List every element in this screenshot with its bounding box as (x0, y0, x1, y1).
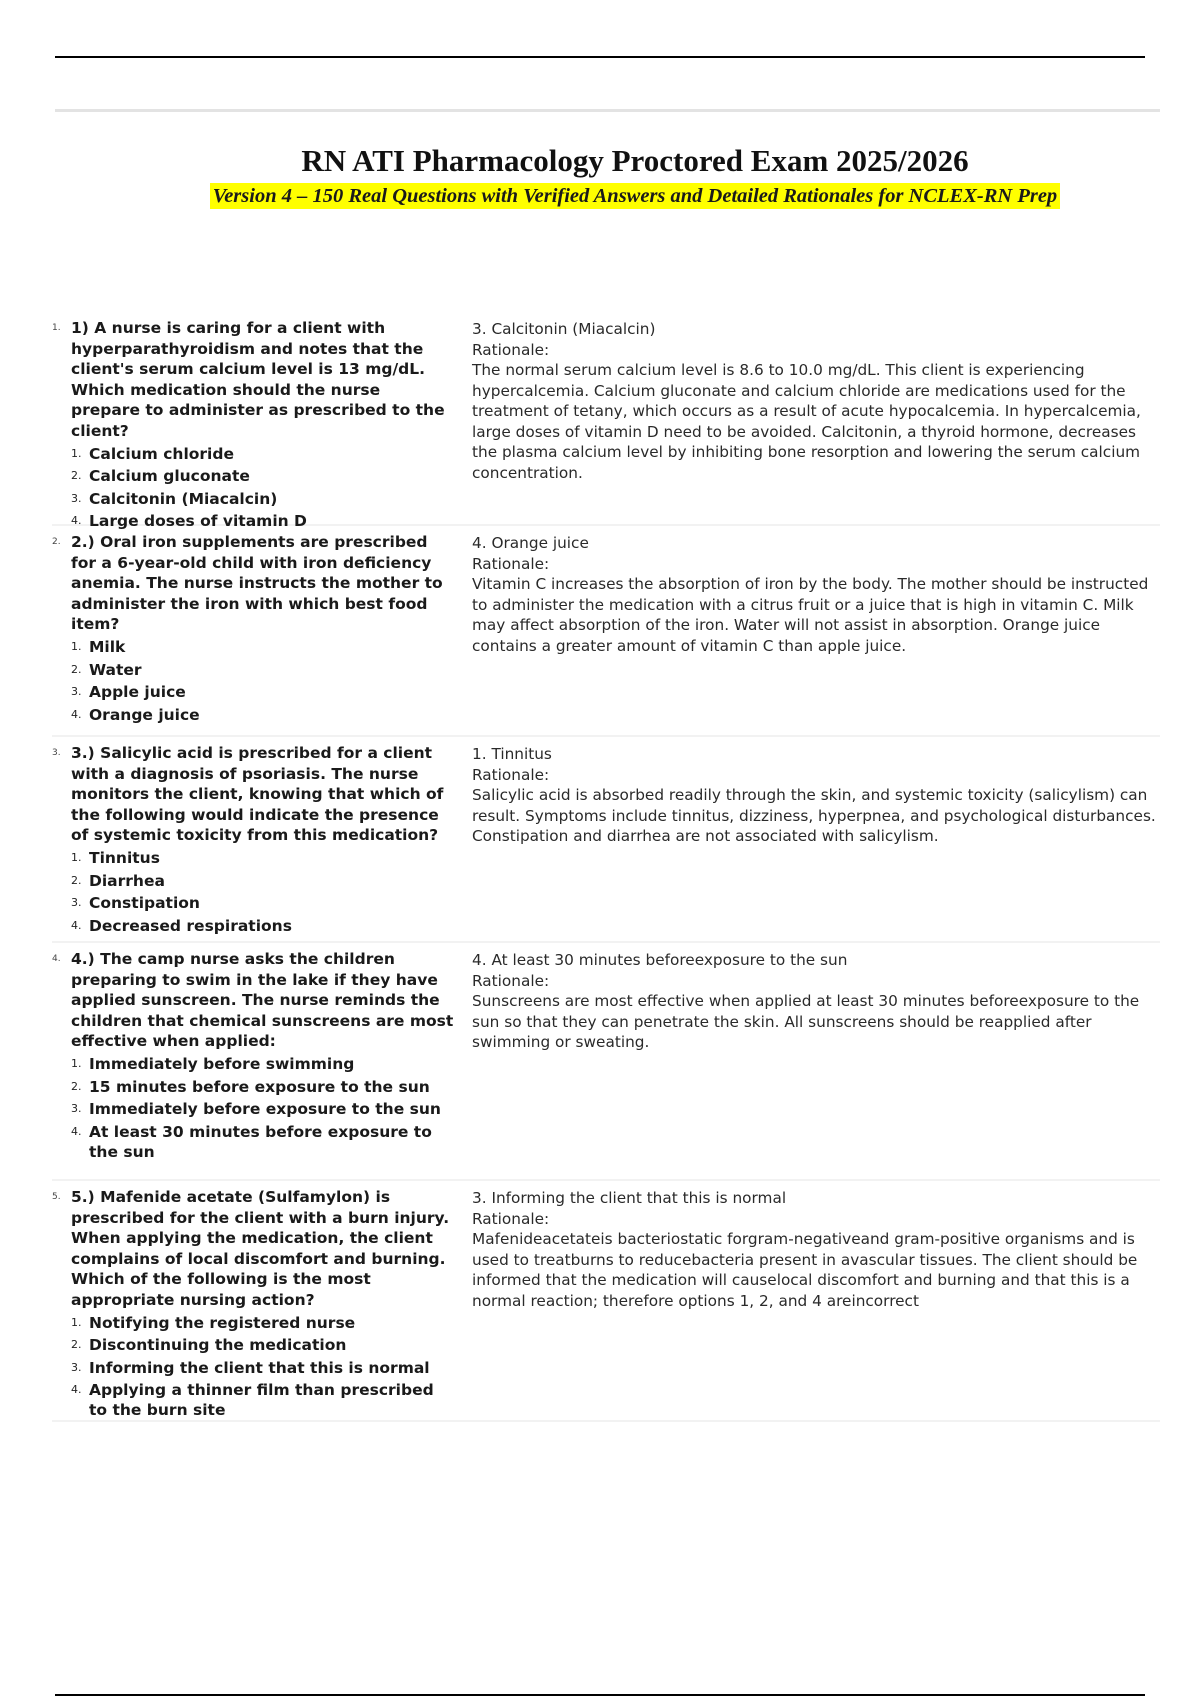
option-text: Large doses of vitamin D (89, 512, 307, 530)
option-4 (71, 916, 454, 936)
option-2 (71, 1077, 454, 1097)
answer-cell (472, 532, 1160, 735)
title-block (0, 142, 1200, 209)
option-number: 3. (71, 491, 82, 505)
option-number: 2. (71, 469, 82, 482)
option-2 (71, 466, 454, 486)
answer-text: 4. At least 30 minutes beforeexposure to the sun (472, 951, 848, 969)
question-number: 2. (52, 537, 61, 547)
option-text: Apple juice (89, 683, 186, 701)
question-number: 1. (52, 323, 61, 333)
option-2 (71, 660, 454, 680)
option-text: Calcitonin (Miacalcin) (89, 489, 278, 508)
question-text: 5.) Mafenide acetate (Sulfamylon) is prescribed for the client with a burn injury. When applying the medication, the client complains of local discomfort and burning. Which of the following is the most appropriate nursing action? (71, 1188, 450, 1309)
option-1 (71, 637, 454, 657)
answer-text: 3. Informing the client that this is normal (472, 1189, 787, 1207)
option-text: Tinnitus (89, 849, 160, 867)
rationale-label: Rationale: (472, 554, 550, 573)
answer-text: 3. Calcitonin (Miacalcin) (472, 320, 656, 338)
answer-cell (472, 949, 1160, 1179)
option-1 (71, 1313, 454, 1333)
option-number: 1. (71, 640, 82, 653)
rationale-text: Mafenideacetateis bacteriostatic forgram-negativeand gram-positive organisms and is used to treatburns to reducebacteria present in avascular tissues. The client should be informed that the medication will causelocal discomfort and burning and that this is a normal reaction; therefore options 1, 2, and 4 areincorrect (472, 1230, 1138, 1310)
option-text: Immediately before exposure to the sun (89, 1100, 441, 1118)
option-text: Discontinuing the medication (89, 1336, 347, 1354)
answer-cell (472, 743, 1160, 941)
question-row-4 (52, 943, 1160, 1181)
question-cell (52, 949, 472, 1179)
option-number: 1. (71, 1057, 82, 1070)
option-number: 3. (71, 1360, 82, 1374)
option-number: 3. (71, 685, 82, 698)
option-3 (71, 489, 454, 509)
question-text: 2.) Oral iron supplements are prescribed for a 6-year-old child with iron deficiency anemia. The nurse instructs the mother to administer the iron with which best food item? (71, 533, 443, 633)
option-text: Constipation (89, 894, 200, 912)
option-4 (71, 1122, 454, 1162)
option-number: 1. (71, 446, 82, 460)
question-cell (52, 743, 472, 941)
document-subtitle: Version 4 – 150 Real Questions with Verified Answers and Detailed Rationales for NCLEX-RN Prep (210, 183, 1060, 209)
option-text: Calcium gluconate (89, 467, 250, 485)
answer-text: 4. Orange juice (472, 534, 589, 552)
option-number: 4. (71, 1383, 82, 1396)
question-number: 4. (52, 954, 61, 964)
question-cell (52, 1187, 472, 1420)
question-number: 3. (52, 748, 61, 758)
question-number: 5. (52, 1192, 61, 1202)
option-text: Orange juice (89, 705, 200, 724)
option-text: Notifying the registered nurse (89, 1313, 356, 1332)
rationale-text: Sunscreens are most effective when applied at least 30 minutes beforeexposure to the sun so that they can penetrate the skin. All sunscreens should be reapplied after swimming or sweating. (472, 992, 1140, 1051)
option-1 (71, 444, 454, 464)
question-cell (52, 532, 472, 735)
question-row-3 (52, 737, 1160, 943)
option-text: 15 minutes before exposure to the sun (89, 1077, 430, 1096)
option-3 (71, 1358, 454, 1378)
question-table (52, 318, 1160, 1422)
header-divider (55, 109, 1160, 112)
option-4 (71, 1380, 454, 1420)
rationale-text: Vitamin C increases the absorption of iron by the body. The mother should be instructed to administer the medication with a citrus fruit or a juice that is high in vitamin C. Milk may affect absorption of the iron. Water will not assist in absorption. Orange juice contains a greater amount of vitamin C than apple juice. (472, 575, 1149, 655)
option-number: 4. (71, 707, 82, 721)
option-number: 4. (71, 1124, 82, 1138)
option-text: Diarrhea (89, 871, 165, 890)
rationale-text: Salicylic acid is absorbed readily through the skin, and systemic toxicity (salicylism) can result. Symptoms include tinnitus, dizziness, hyperpnea, and psychological disturbances. Constipation and diarrhea are not associated with salicylism. (472, 786, 1156, 845)
option-number: 3. (71, 896, 82, 909)
option-text: Informing the client that this is normal (89, 1358, 430, 1377)
option-2 (71, 1335, 454, 1355)
question-text: 4.) The camp nurse asks the children preparing to swim in the lake if they have applied sunscreen. The nurse reminds the children that chemical sunscreens are most effective when applied: (71, 950, 454, 1050)
option-text: Immediately before swimming (89, 1055, 355, 1073)
option-number: 4. (71, 918, 82, 932)
option-3 (71, 893, 454, 913)
option-2 (71, 871, 454, 891)
option-text: Decreased respirations (89, 916, 292, 935)
rationale-label: Rationale: (472, 340, 550, 359)
option-4 (71, 705, 454, 725)
document-title: RN ATI Pharmacology Proctored Exam 2025/2026 (301, 143, 969, 178)
option-number: 4. (71, 514, 82, 527)
question-row-5 (52, 1181, 1160, 1422)
answer-cell (472, 1187, 1160, 1420)
question-row-1 (52, 318, 1160, 530)
option-number: 2. (71, 1338, 82, 1351)
option-number: 2. (71, 1079, 82, 1093)
option-number: 2. (71, 662, 82, 676)
option-number: 3. (71, 1102, 82, 1115)
question-row-2 (52, 526, 1160, 737)
option-1 (71, 1054, 454, 1074)
answer-cell (472, 318, 1160, 524)
rationale-label: Rationale: (472, 765, 550, 784)
bottom-rule (55, 1694, 1145, 1696)
top-rule (55, 56, 1145, 58)
question-text: 3.) Salicylic acid is prescribed for a client with a diagnosis of psoriasis. The nurse monitors the client, knowing that which of the following would indicate the presence of systemic toxicity from this medication? (71, 744, 444, 844)
option-3 (71, 682, 454, 702)
option-text: Milk (89, 638, 126, 656)
option-3 (71, 1099, 454, 1119)
option-text: Water (89, 660, 142, 679)
rationale-label: Rationale: (472, 971, 550, 990)
question-cell (52, 318, 472, 530)
option-number: 1. (71, 1315, 82, 1329)
rationale-label: Rationale: (472, 1209, 550, 1228)
answer-text: 1. Tinnitus (472, 745, 552, 763)
option-number: 1. (71, 851, 82, 864)
option-4 (71, 511, 454, 531)
option-number: 2. (71, 873, 82, 887)
option-text: At least 30 minutes before exposure to the sun (89, 1122, 432, 1161)
question-text: 1) A nurse is caring for a client with hyperparathyroidism and notes that the client's serum calcium level is 13 mg/dL. Which medication should the nurse prepare to administer as prescribed to the client? (71, 319, 445, 440)
option-text: Applying a thinner film than prescribed to the burn site (89, 1381, 434, 1419)
option-text: Calcium chloride (89, 444, 234, 463)
option-1 (71, 848, 454, 868)
rationale-text: The normal serum calcium level is 8.6 to 10.0 mg/dL. This client is experiencing hypercalcemia. Calcium gluconate and calcium chloride are medications used for the treatment of tetany, which occurs as a result of acute hypocalcemia. In hypercalcemia, large doses of vitamin D need to be avoided. Calcitonin, a thyroid hormone, decreases the plasma calcium level by inhibiting bone resorption and lowering the serum calcium concentration. (472, 361, 1141, 482)
